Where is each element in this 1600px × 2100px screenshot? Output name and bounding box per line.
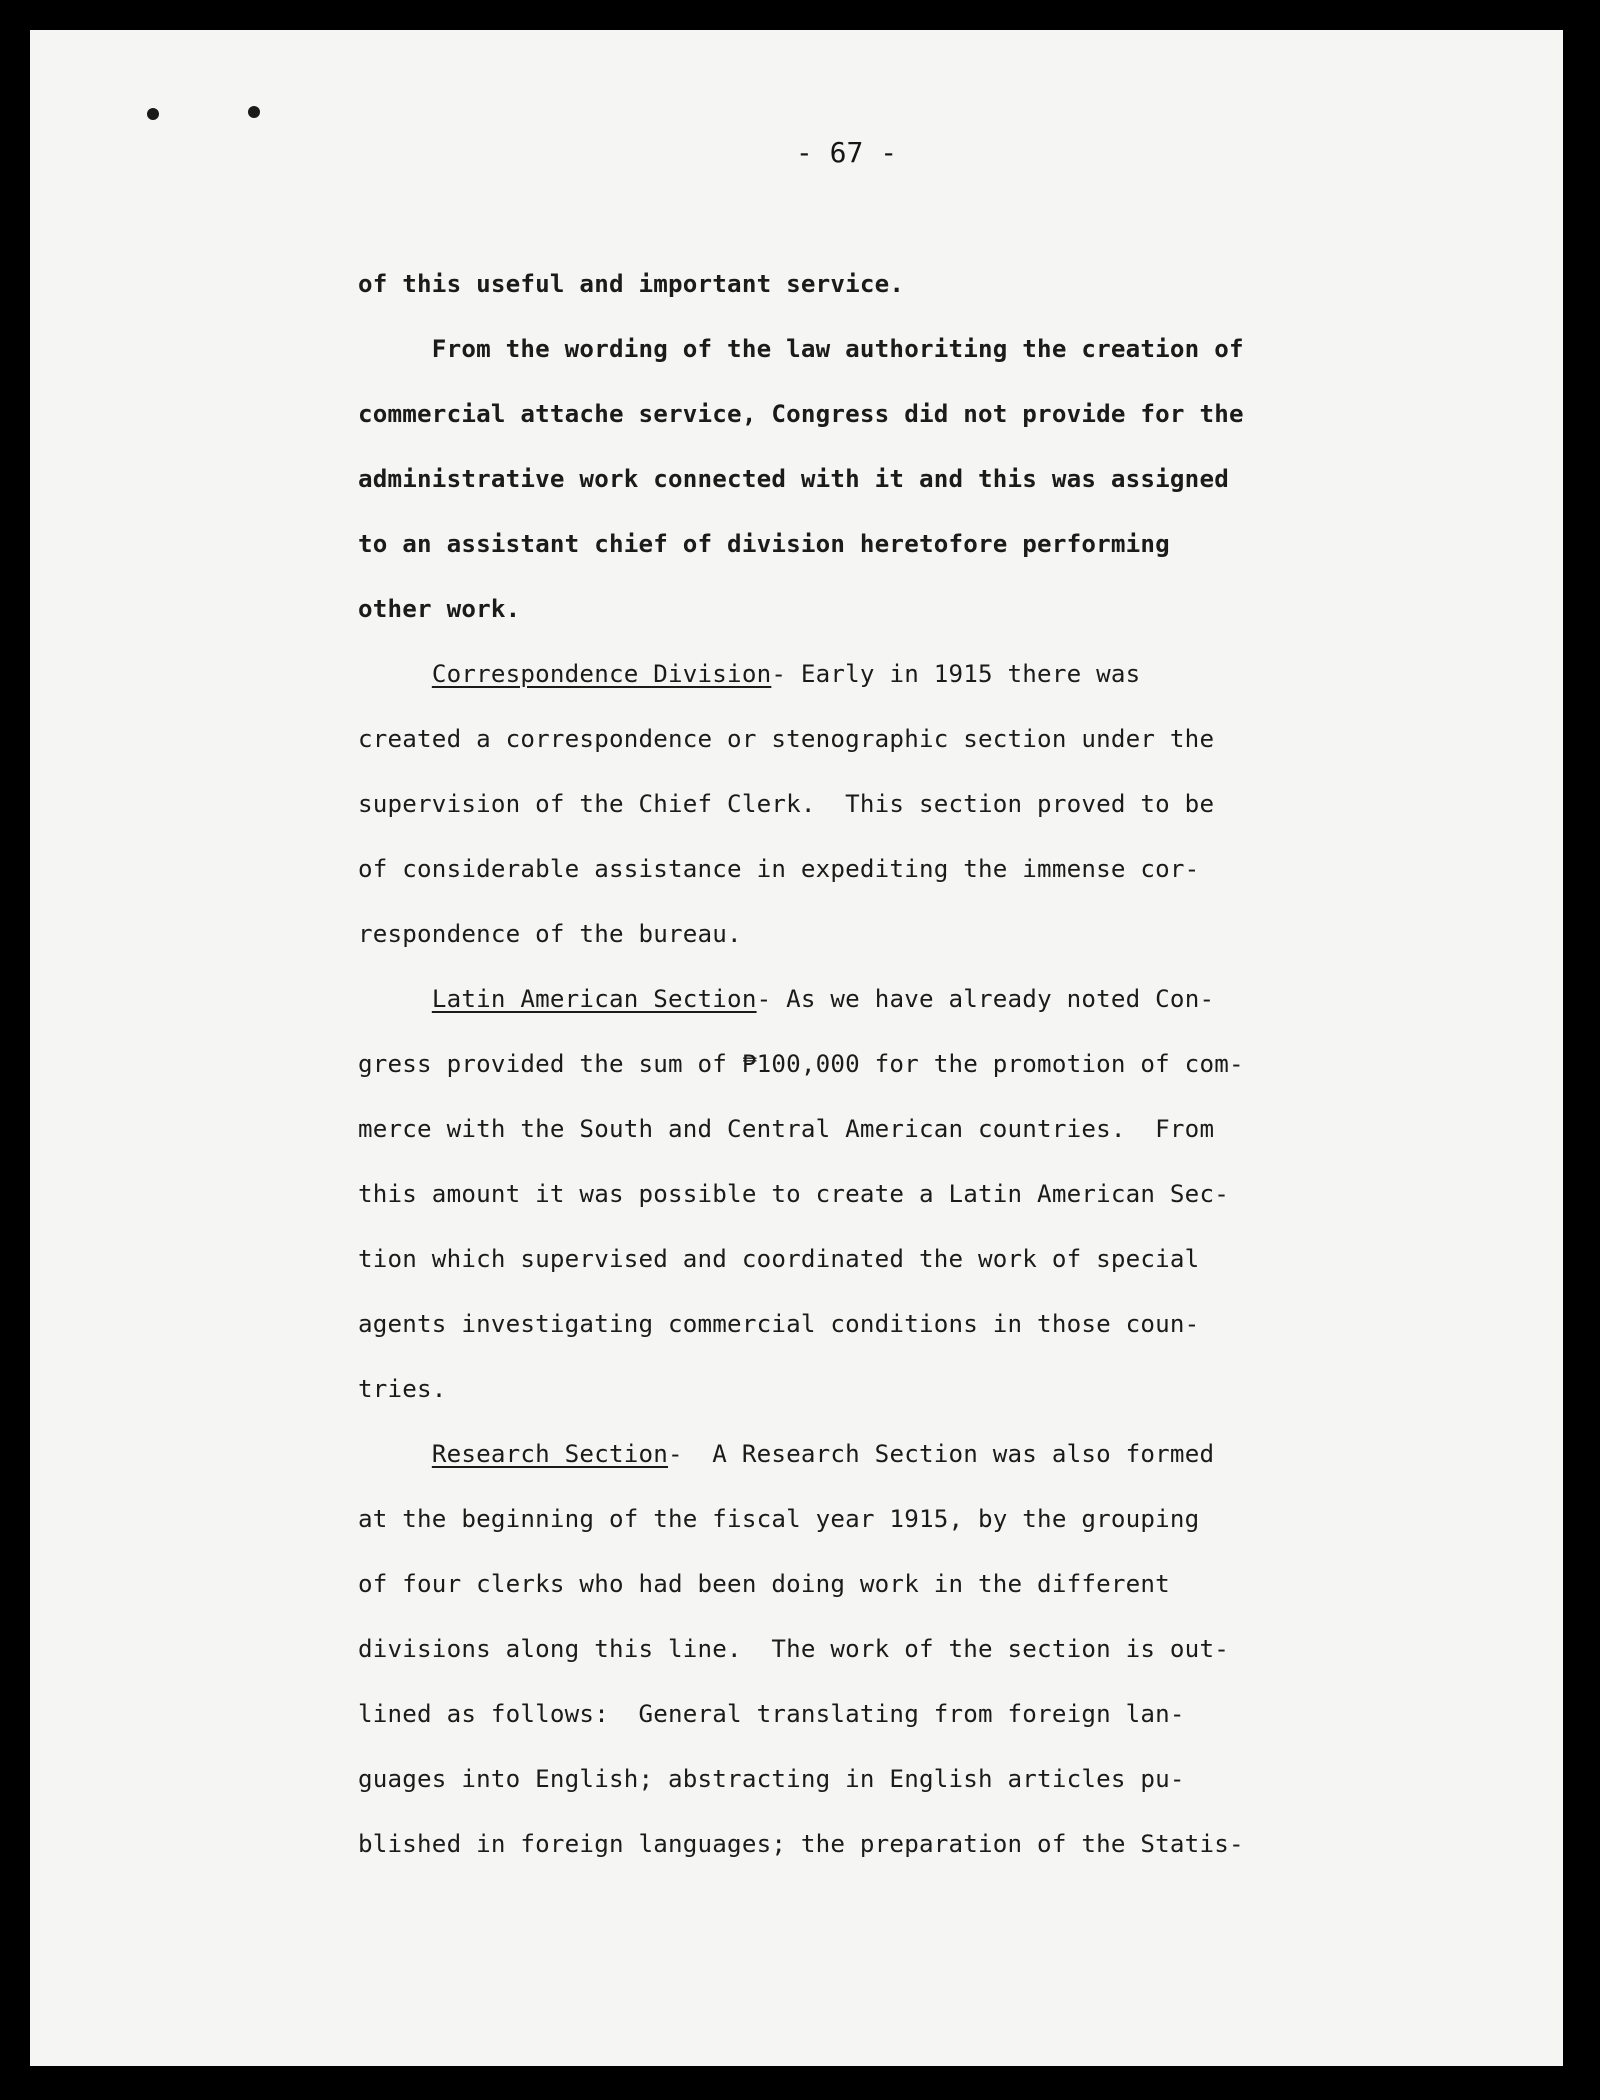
- text-line: merce with the South and Central American countries. From: [358, 1115, 1215, 1143]
- punch-hole-mark: [248, 106, 260, 118]
- section-heading-correspondence: Correspondence Division: [431, 660, 772, 688]
- text-line: agents investigating commercial conditions in those coun-: [358, 1310, 1200, 1338]
- text-line: of four clerks who had been doing work in the different: [358, 1570, 1170, 1598]
- paragraph-first-line: [358, 967, 1368, 1032]
- text-line: gress provided the sum of ₱100,000 for the promotion of com-: [358, 1050, 1244, 1078]
- text-line: From the wording of the law authoriting the creation of: [358, 335, 1244, 363]
- text-run: - A Research Section was also formed: [668, 1440, 1215, 1468]
- text-line: tries.: [358, 1375, 447, 1403]
- paragraph-first-line: [358, 642, 1368, 707]
- text-line: respondence of the bureau.: [358, 920, 742, 948]
- text-line: created a correspondence or stenographic section under the: [358, 725, 1215, 753]
- text-run: - Early in 1915 there was: [771, 660, 1141, 688]
- text-line: commercial attache service, Congress did not provide for the: [358, 400, 1244, 428]
- body-text: [358, 252, 1368, 1877]
- paragraph-first-line: [358, 1422, 1368, 1487]
- document-page: [30, 30, 1563, 2066]
- punch-hole-mark: [147, 108, 159, 120]
- text-line: this amount it was possible to create a Latin American Sec-: [358, 1180, 1229, 1208]
- text-line: at the beginning of the fiscal year 1915, by the grouping: [358, 1505, 1200, 1533]
- text-line: administrative work connected with it and this was assigned: [358, 465, 1229, 493]
- text-line: of considerable assistance in expediting the immense cor-: [358, 855, 1200, 883]
- text-line: to an assistant chief of division heretofore performing: [358, 530, 1170, 558]
- section-heading-latin-american: Latin American Section: [431, 985, 757, 1013]
- text-run: - As we have already noted Con-: [756, 985, 1215, 1013]
- text-line: guages into English; abstracting in English articles pu-: [358, 1765, 1185, 1793]
- section-heading-research: Research Section: [431, 1440, 669, 1468]
- text-line: lined as follows: General translating from foreign lan-: [358, 1700, 1185, 1728]
- page-number: - 67 -: [795, 136, 898, 169]
- text-line: other work.: [358, 595, 521, 623]
- text-line: supervision of the Chief Clerk. This section proved to be: [358, 790, 1215, 818]
- text-line: tion which supervised and coordinated the work of special: [358, 1245, 1200, 1273]
- text-line: blished in foreign languages; the preparation of the Statis-: [358, 1830, 1244, 1858]
- text-line: of this useful and important service.: [358, 270, 905, 298]
- text-line: divisions along this line. The work of the section is out-: [358, 1635, 1229, 1663]
